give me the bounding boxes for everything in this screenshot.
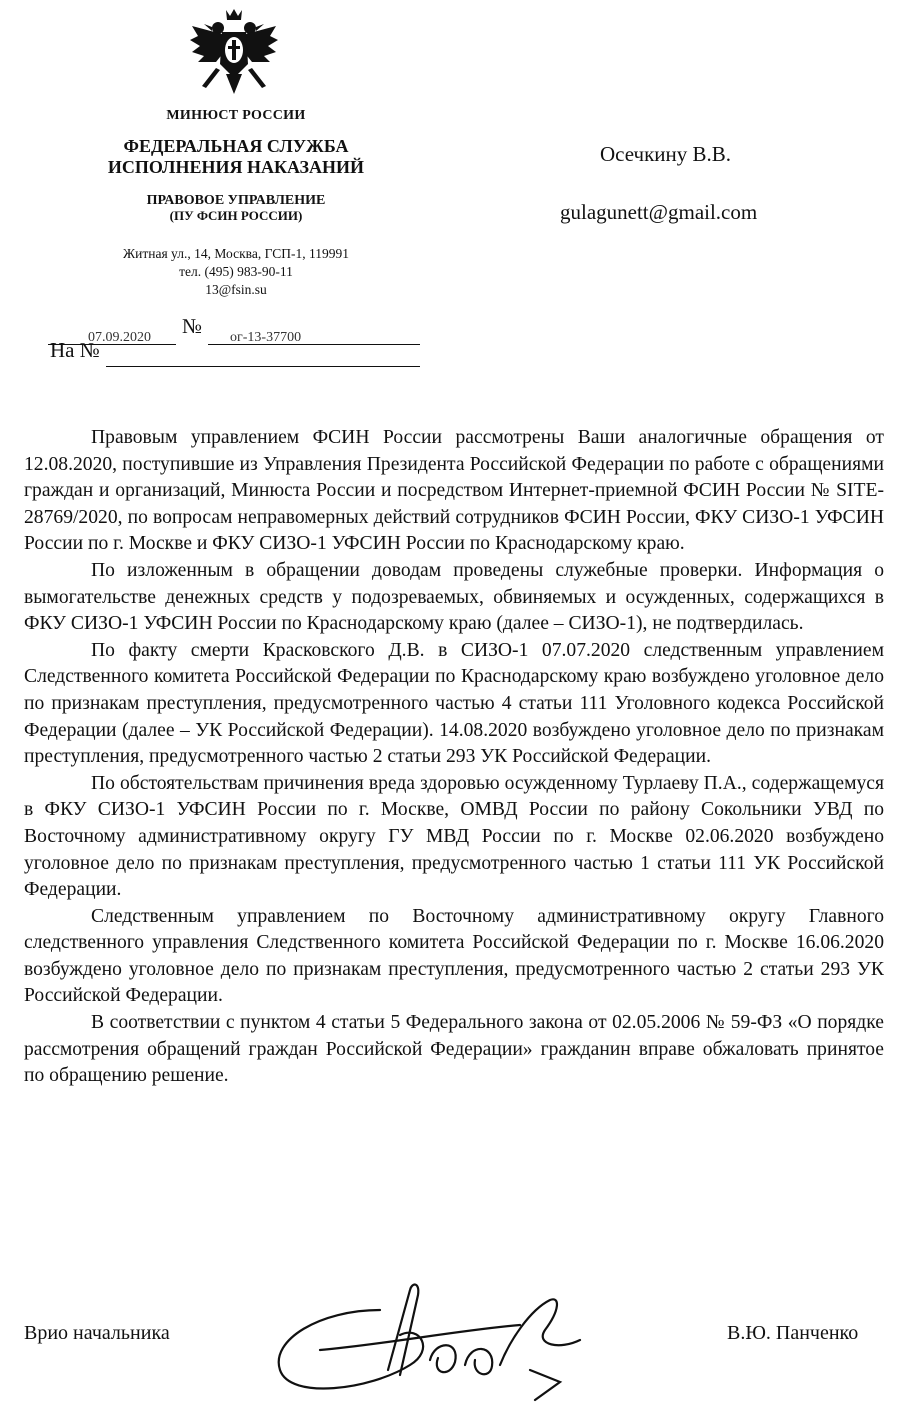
registration-line-2 [208,344,420,345]
sender-address: Житная ул., 14, Москва, ГСП-1, 119991 [123,246,349,261]
registration-number: ог-13-37700 [230,330,302,345]
double-headed-eagle-emblem [188,6,280,98]
paragraph-4: По обстоятельствам причинения вреда здоровью осужденному Турлаеву П.А., содержащемуся в ФКУ СИЗО-1 УФСИН России по г. Москве, ОМВД России по району Сокольники УВД по Восточному административному округу ГУ МВД России по г. Москве 02.06.2020 возбуждено уголовное дело по признакам преступления, предусмотренного частью 1 статьи 111 УК Российской Федерации. [24,772,884,901]
registration-number-label: № [182,314,203,338]
recipient-email: gulagunett@gmail.com [560,200,758,224]
letter-body [24,425,884,1090]
paragraph-3: По факту смерти Красковского Д.В. в СИЗО-1 07.07.2020 следственным управлением Следственного комитета Российской Федерации по Краснодарскому краю возбуждено уголовное дело по признакам преступления, предусмотренного частью 4 статьи 111 Уголовного кодекса Российской Федерации (далее – УК Российской Федерации). 14.08.2020 возбуждено уголовное дело по признакам преступления, предусмотренного частью 2 статьи 293 УК Российской Федерации. [24,639,884,768]
ministry-name: МИНЮСТ РОССИИ [166,108,306,123]
service-name-line2: ИСПОЛНЕНИЯ НАКАЗАНИЙ [107,156,365,177]
recipient-name: Осечкину В.В. [600,142,732,166]
sender-phone: тел. (495) 983-90-11 [179,264,293,280]
registration-date: 07.09.2020 [88,330,151,345]
department-name [60,193,412,224]
reply-to-line [106,366,420,367]
reply-to-label: На № [50,338,100,362]
service-name-line1: ФЕДЕРАЛЬНАЯ СЛУЖБА [123,136,349,156]
sender-contacts [60,245,412,300]
department-name-line1: ПРАВОВОЕ УПРАВЛЕНИЕ [146,193,326,208]
paragraph-2: По изложенным в обращении доводам проведены служебные проверки. Информация о вымогательстве денежных средств у подозреваемых, обвиняемых и осужденных, содержащихся в ФКУ СИЗО-1 УФСИН России по Краснодарскому краю (далее – СИЗО-1), не подтвердилась. [24,559,884,635]
service-name [60,136,412,177]
department-name-line2: (ПУ ФСИН РОССИИ) [169,208,303,224]
paragraph-1: Правовым управлением ФСИН России рассмотрены Ваши аналогичные обращения от 12.08.2020, поступившие из Управления Президента Российской Федерации по работе с обращениями граждан и организаций, Минюста России и посредством Интернет-приемной ФСИН России № SITE-28769/2020, по вопросам неправомерных действий сотрудников ФСИН России, ФКУ СИЗО-1 УФСИН России по г. Москве и ФКУ СИЗО-1 УФСИН России по Краснодарскому краю. [24,427,884,555]
signatory-role: Врио начальника [24,1322,170,1344]
signatory-name: В.Ю. Панченко [727,1322,859,1344]
sender-email: 13@fsin.su [205,282,267,298]
paragraph-5: Следственным управлением по Восточному административному округу Главного следственного управления Следственного комитета Российской Федерации по г. Москве 16.06.2020 возбуждено уголовное дело по признакам преступления, предусмотренного частью 2 статьи 293 УК Российской Федерации. [24,905,884,1007]
handwritten-signature [260,1270,590,1410]
paragraph-6: В соответствии с пунктом 4 статьи 5 Федерального закона от 02.05.2006 № 59-ФЗ «О порядке рассмотрения обращений граждан Российской Федерации» гражданин вправе обжаловать принятое по обращению решение. [24,1012,884,1087]
